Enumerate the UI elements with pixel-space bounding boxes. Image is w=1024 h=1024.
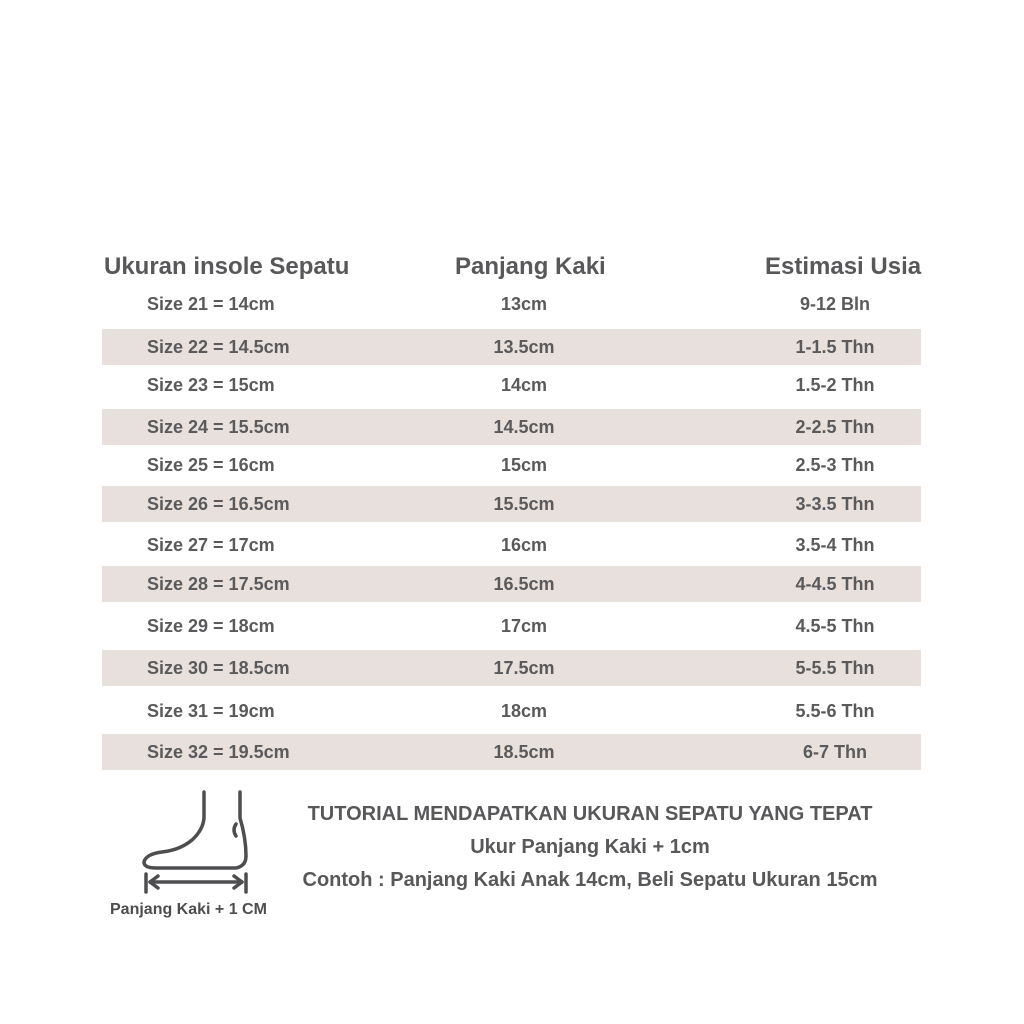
tutorial-title: TUTORIAL MENDAPATKAN UKURAN SEPATU YANG TEPAT <box>307 803 873 825</box>
age-value: 1-1.5 Thn <box>795 337 875 357</box>
foot-length-value: 13cm <box>500 294 548 314</box>
shoe-size-cell: Size 32 = 19.5cm <box>147 742 290 762</box>
age-value: 1.5-2 Thn <box>795 375 875 395</box>
shoe-size-cell: Size 23 = 15cm <box>147 375 275 395</box>
table-row <box>102 409 921 445</box>
header-estimated-age: Estimasi Usia <box>765 253 922 280</box>
age-value: 5-5.5 Thn <box>795 658 875 678</box>
age-value: 2-2.5 Thn <box>795 417 875 437</box>
foot-length-value: 16.5cm <box>493 574 555 594</box>
foot-length-value: 14.5cm <box>493 417 555 437</box>
table-row <box>102 608 921 644</box>
table-row <box>102 650 921 686</box>
table-row <box>102 286 921 322</box>
foot-length-value: 16cm <box>500 535 548 555</box>
foot-length-value: 13.5cm <box>493 337 555 357</box>
table-row <box>102 367 921 403</box>
tutorial-example: Contoh : Panjang Kaki Anak 14cm, Beli Sepatu Ukuran 15cm <box>302 869 878 891</box>
age-value: 4.5-5 Thn <box>795 616 875 636</box>
age-value: 3-3.5 Thn <box>795 494 875 514</box>
table-row <box>102 447 921 483</box>
foot-length-value: 18cm <box>500 701 548 721</box>
foot-length-value: 17.5cm <box>493 658 555 678</box>
foot-length-value: 18.5cm <box>493 742 555 762</box>
age-value: 5.5-6 Thn <box>795 701 875 721</box>
header-foot-length: Panjang Kaki <box>455 253 606 280</box>
age-value: 9-12 Bln <box>799 294 871 314</box>
shoe-size-cell: Size 28 = 17.5cm <box>147 574 290 594</box>
table-row <box>102 734 921 770</box>
age-value: 6-7 Thn <box>802 742 868 762</box>
shoe-size-cell: Size 25 = 16cm <box>147 455 275 475</box>
foot-length-value: 14cm <box>500 375 548 395</box>
age-value: 2.5-3 Thn <box>795 455 875 475</box>
shoe-size-cell: Size 26 = 16.5cm <box>147 494 290 514</box>
shoe-size-cell: Size 31 = 19cm <box>147 701 275 721</box>
foot-length-value: 17cm <box>500 616 548 636</box>
shoe-size-cell: Size 22 = 14.5cm <box>147 337 290 357</box>
age-value: 4-4.5 Thn <box>795 574 875 594</box>
table-row <box>102 566 921 602</box>
shoe-size-cell: Size 21 = 14cm <box>147 294 275 314</box>
foot-measure-icon <box>136 788 256 898</box>
shoe-size-cell: Size 29 = 18cm <box>147 616 275 636</box>
tutorial-rule: Ukur Panjang Kaki + 1cm <box>470 836 710 858</box>
age-value: 3.5-4 Thn <box>795 535 875 555</box>
shoe-size-cell: Size 27 = 17cm <box>147 535 275 555</box>
shoe-size-cell: Size 24 = 15.5cm <box>147 417 290 437</box>
table-row <box>102 486 921 522</box>
shoe-size-cell: Size 30 = 18.5cm <box>147 658 290 678</box>
table-row <box>102 527 921 563</box>
foot-length-value: 15.5cm <box>493 494 555 514</box>
foot-length-label: Panjang Kaki + 1 CM <box>110 901 267 918</box>
table-row <box>102 693 921 729</box>
foot-length-value: 15cm <box>500 455 548 475</box>
table-row <box>102 329 921 365</box>
header-shoe-insole-size: Ukuran insole Sepatu <box>104 253 350 280</box>
